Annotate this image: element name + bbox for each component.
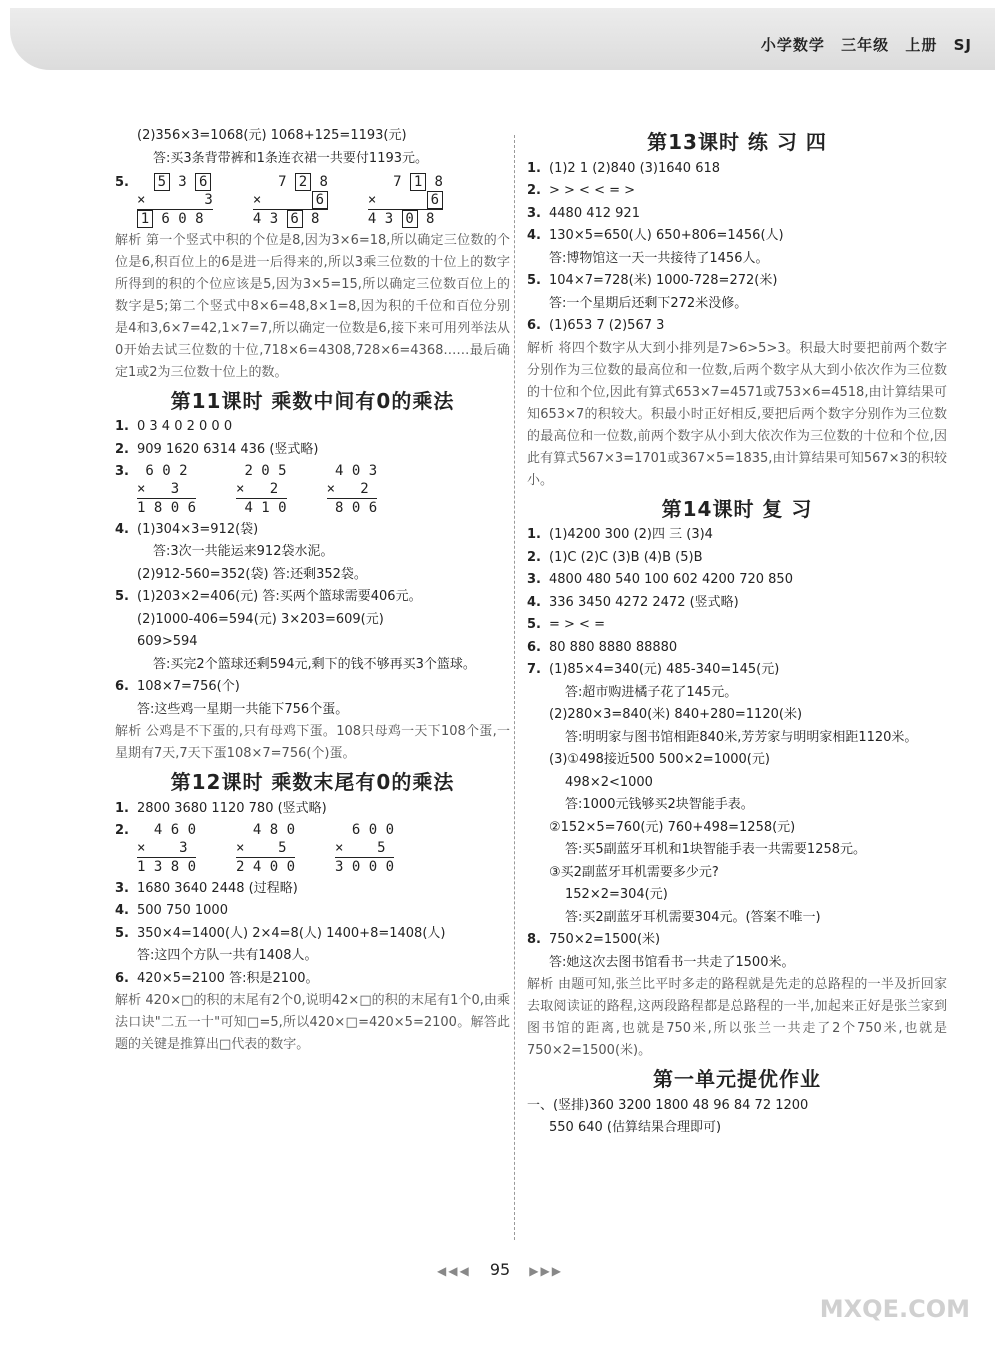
answer: (1)203×2=406(元) 答:买两个篮球需要406元。 — [137, 589, 422, 604]
question-number: 1. — [527, 527, 541, 542]
analysis: 解析 第一个竖式中积的个位是8,因为3×6=18,所以确定三位数的个位是6,积百位上的6是进一后得来的,所以3乘三位数的十位上的数字所得到的积的个位应该是5,因为3×5=15,所以确定三位数百位上的数字是5;第二个竖式中8×6=48,8×1=8,因为积的千位和百位分别是4和3,6×7=42,1×7=7,所以确定一位数是6,接下来可用列举法从0开始去试三位数的十位,718×6=4308,728×6=4368……最后确定1或2为三位数十位上的数。 — [115, 232, 510, 380]
unit-title: 第一单元提优作业 — [653, 1067, 821, 1091]
answer: 答:一个星期后还剩下272米没修。 — [549, 295, 748, 311]
watermark: MXQE.COM — [819, 1295, 970, 1323]
answer: 498×2<1000 — [565, 774, 653, 790]
answer: 4800 480 540 100 602 4200 720 850 — [549, 572, 793, 587]
answer: 答:超市购进橘子花了145元。 — [565, 684, 738, 700]
answer: 2800 3680 1120 780 (竖式略) — [137, 800, 327, 816]
answer: 80 880 8880 88880 — [549, 639, 678, 655]
analysis: 解析 将四个数字从大到小排列是7>6>5>3。积最大时要把前两个数字分别作为三位数的最高位和一位数,后两个数字从大到小依次作为三位数的十位和个位,因此有算式653×7=4571或753×6=4518,由计算结果可知653×7的积较大。积最小时正好相反,要把后两个数字分别作为三位数的最高位和一位数,前两个数字从小到大依次作为三位数的十位和个位,因此有算式567×3=1701或367×5=1835,由计算结果可知567×3的积较小。 — [527, 340, 947, 488]
right-column — [527, 125, 947, 1140]
answer: (2)912-560=352(袋) 答:还剩352袋。 — [137, 566, 367, 582]
vertical-calculations — [137, 173, 510, 228]
question-number: 1. — [115, 800, 129, 816]
grade: 三年级 — [841, 36, 890, 54]
answer: (3)①498接近500 500×2=1000(元) — [549, 752, 770, 767]
question-number: 4. — [115, 903, 129, 918]
analysis: 解析 420×□的积的末尾有2个0,说明42×□的积的末尾有1个0,由乘法口诀"二五一十"可知□=5,所以420×□=420×5=2100。解答此题的关键是推算出□代表的数字。 — [115, 993, 510, 1052]
left-column — [115, 125, 510, 1056]
answer: 130×5=650(人) 650+806=1456(人) — [549, 228, 784, 243]
answer: (1)4200 300 (2)四 三 (3)4 — [549, 527, 713, 542]
answer: = > < = — [549, 617, 605, 632]
answer: (2)1000-406=594(元) 3×203=609(元) — [137, 611, 384, 627]
question-number: 4. — [527, 594, 541, 610]
question-number: 6. — [527, 318, 541, 333]
answer: 500 750 1000 — [137, 903, 228, 918]
answer: 750×2=1500(米) — [549, 932, 661, 947]
answer: (1)2 1 (2)840 (3)1640 618 — [549, 160, 721, 176]
question-number: 2. — [527, 549, 541, 565]
analysis: 解析 公鸡是不下蛋的,只有母鸡下蛋。108只母鸡一天下108个蛋,一星期有7天,7天下蛋108×7=756(个)蛋。 — [115, 724, 510, 761]
answer: 420×5=2100 答:积是2100。 — [137, 970, 319, 986]
analysis: 解析 由题可知,张兰比平时多走的路程就是先走的总路程的一半及折回家去取阅读证的路程,这两段路程都是总路程的一半,加起来正好是张兰家到图书馆的距离,也就是750米,所以张兰一共走了2个750米,也就是750×2=1500(米)。 — [527, 977, 947, 1058]
answer: 609>594 — [137, 634, 198, 649]
question-number: 1. — [115, 419, 129, 434]
answer: 152×2=304(元) — [565, 887, 668, 902]
unit-line: 一、(竖排)360 3200 1800 48 96 84 72 1200 — [527, 1097, 809, 1113]
prev-arrows-icon: ◀◀◀ — [437, 1264, 471, 1278]
answer: ③买2副蓝牙耳机需要多少元? — [549, 864, 719, 880]
question-number: 3. — [527, 205, 541, 221]
answer: 0 3 4 0 2 0 0 0 — [137, 419, 233, 434]
question-number: 1. — [527, 160, 541, 176]
question-number: 4. — [115, 521, 129, 537]
question-number: 3. — [115, 880, 129, 896]
intro-line: (2)356×3=1068(元) 1068+125=1193(元) — [137, 128, 407, 143]
answer: 4480 412 921 — [549, 205, 640, 221]
question-number: 3. — [115, 464, 129, 479]
lesson-title: 第12课时 乘数末尾有0的乘法 — [170, 770, 455, 794]
question-number: 5. — [115, 925, 129, 941]
page-footer — [0, 1260, 1000, 1279]
volume: 上册 — [905, 36, 938, 54]
answer: 336 3450 4272 2472 (竖式略) — [549, 594, 739, 610]
vertical-calc: 7 1 8 × 6 4 3 0 8 — [367, 173, 443, 227]
vertical-calc: 4 6 0 × 3 1 3 8 0 — [137, 821, 197, 875]
answer: (1)304×3=912(袋) — [137, 521, 259, 537]
question-number: 5. — [527, 617, 541, 632]
answer: 答:这四个方队一共有1408人。 — [137, 948, 318, 963]
answer: 1680 3640 2448 (过程略) — [137, 880, 298, 896]
answer: 答:买2副蓝牙耳机需要304元。(答案不唯一) — [565, 909, 821, 925]
question-number: 2. — [115, 441, 129, 457]
answer: 答:明明家与图书馆相距840米,芳芳家与明明家相距1120米。 — [565, 729, 918, 745]
vertical-calc: 6 0 0 × 5 3 0 0 0 — [335, 821, 395, 875]
page-number: 95 — [489, 1260, 511, 1279]
answer: 104×7=728(米) 1000-728=272(米) — [549, 273, 778, 288]
answer: ②152×5=760(元) 760+498=1258(元) — [549, 819, 796, 835]
question-number: 8. — [527, 932, 541, 947]
answer: 909 1620 6314 436 (竖式略) — [137, 441, 319, 457]
answer: 答:买5副蓝牙耳机和1块智能手表一共需要1258元。 — [565, 842, 867, 857]
vertical-calc: 4 0 3 × 2 8 0 6 — [326, 462, 378, 516]
lesson-title: 第14课时 复 习 — [661, 496, 813, 521]
question-number: 2. — [527, 183, 541, 198]
vertical-calc: 4 8 0 × 5 2 4 0 0 — [236, 821, 296, 875]
next-arrows-icon: ▶▶▶ — [529, 1264, 563, 1278]
question-number: 6. — [115, 970, 129, 986]
question-number: 6. — [115, 679, 129, 694]
intro-line: 答:买3条背带裤和1条连衣裙一共要付1193元。 — [153, 150, 429, 166]
answer: 108×7=756(个) — [137, 679, 240, 694]
question-number: 6. — [527, 639, 541, 655]
question-number: 7. — [527, 662, 541, 677]
header-info — [751, 34, 972, 55]
answer: 答:博物馆这一天一共接待了1456人。 — [549, 250, 769, 266]
answer: 350×4=1400(人) 2×4=8(人) 1400+8=1408(人) — [137, 925, 446, 941]
answer: 答:她这次去图书馆看书一共走了1500米。 — [549, 954, 795, 970]
question-number: 2. — [115, 823, 129, 838]
answer: (1)653 7 (2)567 3 — [549, 318, 665, 333]
vertical-calc: 7 2 8 × 6 4 3 6 8 — [252, 173, 328, 227]
edition: SJ — [953, 36, 972, 54]
vertical-calc: 2 0 5 × 2 4 1 0 — [236, 462, 287, 516]
column-divider — [514, 135, 515, 1240]
answer: 答:3次一共能运来912袋水泥。 — [153, 544, 334, 559]
answer: (1)85×4=340(元) 485-340=145(元) — [549, 662, 780, 677]
answer: (1)C (2)C (3)B (4)B (5)B — [549, 549, 703, 565]
unit-line: 550 640 (估算结果合理即可) — [549, 1120, 722, 1135]
answer: > > < < = > — [549, 183, 636, 198]
question-number: 5. — [527, 273, 541, 288]
question-number: 5. — [115, 589, 129, 604]
answer: 答:这些鸡一星期一共能下756个蛋。 — [137, 701, 349, 717]
vertical-calculations — [137, 821, 510, 876]
answer: (2)280×3=840(米) 840+280=1120(米) — [549, 707, 803, 722]
vertical-calc: 5 3 6 × 3 1 6 0 8 — [137, 173, 213, 227]
lesson-title: 第11课时 乘数中间有0的乘法 — [170, 388, 455, 413]
vertical-calc: 6 0 2 × 3 1 8 0 6 — [137, 462, 197, 516]
answer: 答:买完2个篮球还剩594元,剩下的钱不够再买3个篮球。 — [153, 656, 476, 672]
question-number: 3. — [527, 572, 541, 587]
answer: 答:1000元钱够买2块智能手表。 — [565, 797, 754, 812]
lesson-title: 第13课时 练 习 四 — [647, 130, 827, 154]
question-number: 5. — [115, 175, 129, 190]
question-number: 4. — [527, 228, 541, 243]
vertical-calculations — [137, 462, 510, 517]
subject: 小学数学 — [760, 36, 825, 54]
